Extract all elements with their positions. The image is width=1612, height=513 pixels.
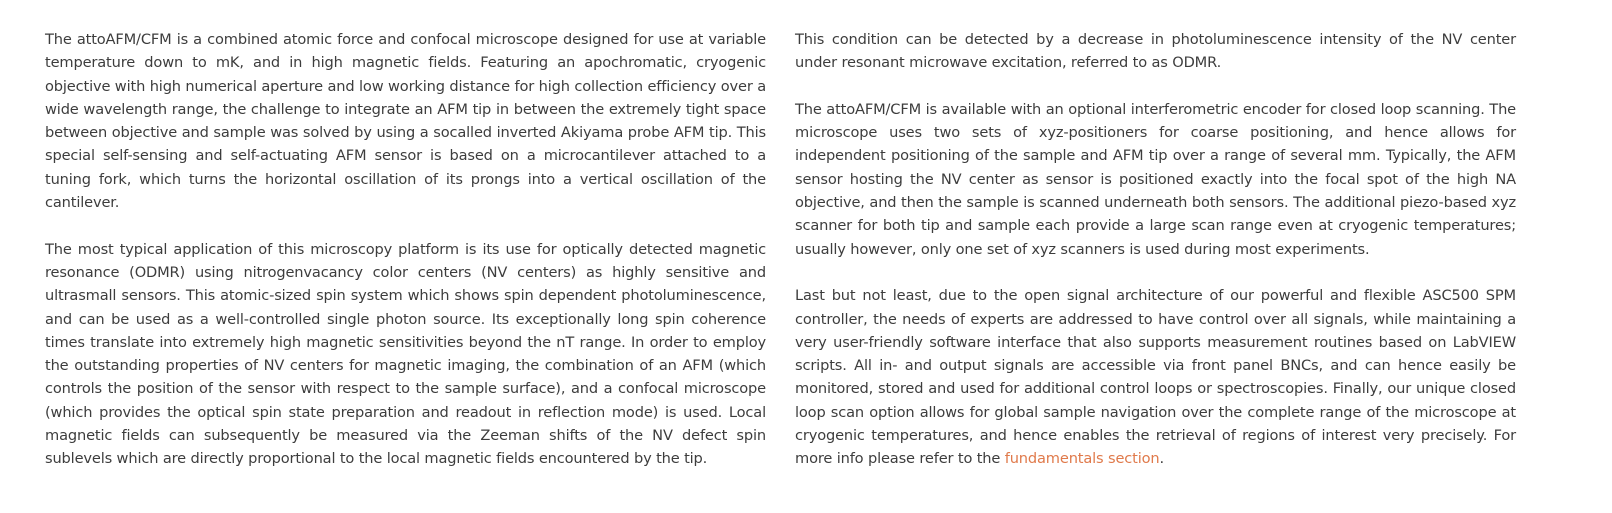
intro-paragraph: The attoAFM/CFM is a combined atomic force and confocal microscope designed for use at variable temperature down to mK, and in high magnetic fields. Featuring an apochromatic, cryogenic objective with high numerical aperture and low working distance for high collection efficiency over a wide wavelength range, the challenge to integrate an AFM tip in between the extremely tight space between objective and sample was solved by using a socalled inverted Akiyama probe AFM tip. This special self-sensing and self-actuating AFM sensor is based on a microcantilever attached to a tuning fork, which turns the horizontal oscillation of its prongs into a vertical oscillation of the cantilever. [45,31,766,212]
article-content [45,28,1516,471]
controller-paragraph [795,284,1516,470]
application-paragraph: The most typical application of this microscopy platform is its use for optically detected magnetic resonance (ODMR) using nitrogenvacancy color centers (NV centers) as highly sensitive and ultrasmall sensors. This atomic-sized spin system which shows spin dependent photoluminescence, and can be used as a well-controlled single photon source. Its exceptionally long spin coherence times translate into extremely high magnetic sensitivities beyond the nT range. In order to employ the outstanding properties of NV centers for magnetic imaging, the combination of an AFM (which controls the position of the sensor with respect to the sample surface), and a confocal microscope (which provides the optical spin state preparation and readout in reflection mode) is used. Local magnetic fields can subsequently be measured via the Zeeman shifts of the NV defect spin sublevels which are directly proportional to the local magnetic fields encountered by the tip. [45,240,766,468]
encoder-paragraph: The attoAFM/CFM is available with an optional interferometric encoder for closed loop scanning. The microscope uses two sets of xyz-positioners for coarse positioning, and hence allows for independent positioning of the sample and AFM tip over a range of several mm. Typically, the AFM sensor hosting the NV center as sensor is positioned exactly into the focal spot of the high NA objective, and then the sample is scanned underneath both sensors. The additional piezo-based xyz scanner for both tip and sample each provide a large scan range even at cryogenic temperatures; usually however, only one set of xyz scanners is used during most experiments. [795,100,1516,258]
controller-paragraph-text: Last but not least, due to the open signal architecture of our powerful and flexible ASC500 SPM controller, the needs of experts are addressed to have control over all signals, while maintaining a very user-friendly software interface that also supports measurement routines based on LabVIEW scripts. All in- and output signals are accessible via front panel BNCs, and can hence easily be monitored, stored and used for additional control loops or spectroscopies. Finally, our unique closed loop scan option allows for global sample navigation over the complete range of the microscope at cryogenic temperatures, and hence enables the retrieval of regions of interest very precisely. For more info please refer to the [795,287,1516,468]
left-column [45,28,766,471]
fundamentals-section-link[interactable]: fundamentals section [1004,450,1160,468]
controller-paragraph-end: . [1159,450,1165,468]
right-column [795,28,1516,471]
odmr-paragraph: This condition can be detected by a decrease in photoluminescence intensity of the NV center under resonant microwave excitation, referred to as ODMR. [795,31,1516,72]
